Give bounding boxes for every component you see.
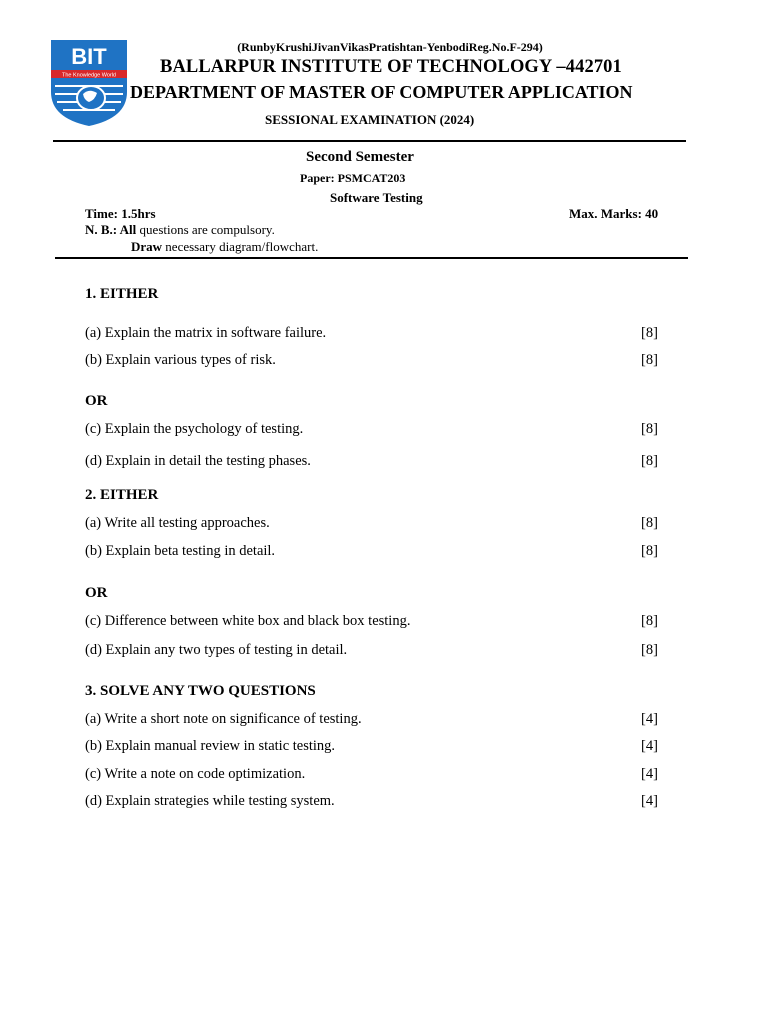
instructions-line-2 xyxy=(131,239,318,255)
registration-line: (RunbyKrushiJivanVikasPratishtan-YenbodiReg.No.F-294) xyxy=(237,40,543,54)
question-text: (d) Explain strategies while testing system. xyxy=(85,793,335,809)
institute-name: BALLARPUR INSTITUTE OF TECHNOLOGY –442701 xyxy=(160,57,622,77)
question-marks: [8] xyxy=(641,613,658,629)
question-marks: [8] xyxy=(641,325,658,341)
section-3-title: 3. SOLVE ANY TWO QUESTIONS xyxy=(85,683,316,699)
question-text: (a) Explain the matrix in software failure. xyxy=(85,325,327,341)
question-text: (b) Explain beta testing in detail. xyxy=(85,543,276,559)
logo-text: BIT xyxy=(71,44,107,69)
exam-time: Time: 1.5hrs xyxy=(85,206,156,221)
question-text: (c) Write a note on code optimization. xyxy=(85,766,306,782)
question-marks: [8] xyxy=(641,421,658,437)
nb-all: All xyxy=(119,222,137,237)
exam-title: SESSIONAL EXAMINATION (2024) xyxy=(265,112,475,127)
section-2-or: OR xyxy=(85,585,108,601)
instructions-line-1 xyxy=(85,222,275,238)
department-name: DEPARTMENT OF MASTER OF COMPUTER APPLICATION xyxy=(130,82,633,102)
question-marks: [8] xyxy=(641,352,658,368)
logo-tagline: The Knowledge World xyxy=(61,72,117,79)
question-marks: [4] xyxy=(641,711,658,727)
question-marks: [4] xyxy=(641,793,658,809)
question-text: (d) Explain in detail the testing phases. xyxy=(85,453,311,469)
paper-code-value: PSMCAT203 xyxy=(337,171,406,185)
nb-label: N. B.: xyxy=(85,222,120,237)
draw-word: Draw xyxy=(131,239,163,254)
question-text: (c) Explain the psychology of testing. xyxy=(85,421,304,437)
paper-label: Paper: xyxy=(300,171,338,185)
question-marks: [8] xyxy=(641,515,658,531)
draw-rest: necessary diagram/flowchart. xyxy=(162,239,319,254)
question-text: (a) Write all testing approaches. xyxy=(85,515,270,531)
question-text: (b) Explain various types of risk. xyxy=(85,352,276,368)
max-marks: Max. Marks: 40 xyxy=(569,206,659,221)
nb-rest: questions are compulsory. xyxy=(136,222,275,237)
section-1-title: 1. EITHER xyxy=(85,286,159,302)
question-marks: [4] xyxy=(641,738,658,754)
section-2-title: 2. EITHER xyxy=(85,487,159,503)
question-text: (d) Explain any two types of testing in detail. xyxy=(85,642,348,658)
info-divider xyxy=(55,257,688,259)
semester: Second Semester xyxy=(306,149,414,165)
question-text: (c) Difference between white box and black box testing. xyxy=(85,613,411,629)
question-text: (a) Write a short note on significance of testing. xyxy=(85,711,362,727)
paper-code xyxy=(300,171,405,186)
header-divider xyxy=(53,140,686,142)
subject: Software Testing xyxy=(330,190,423,205)
section-1-or: OR xyxy=(85,393,108,409)
question-text: (b) Explain manual review in static testing. xyxy=(85,738,336,754)
question-marks: [8] xyxy=(641,642,658,658)
question-marks: [8] xyxy=(641,453,658,469)
question-marks: [4] xyxy=(641,766,658,782)
question-marks: [8] xyxy=(641,543,658,559)
